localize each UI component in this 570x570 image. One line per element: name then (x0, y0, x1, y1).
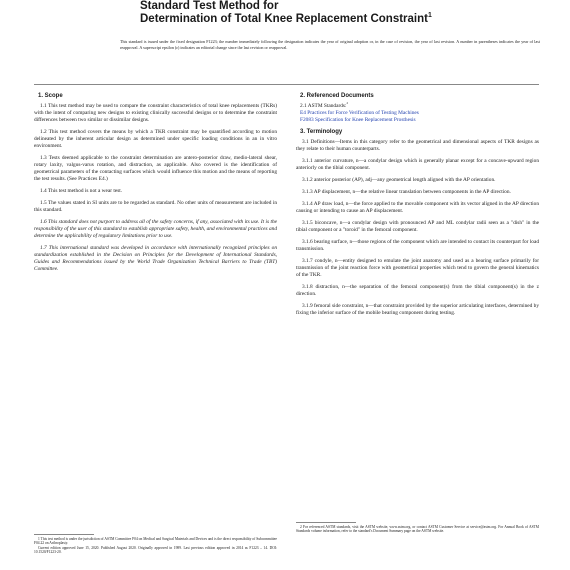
header-divider (34, 84, 539, 85)
scope-wto-paragraph: 1.7 This international standard was developed in accordance with internationally recognized principles on standardization established in the Decision on Principles for the Development of International Standards, Guides and Recommendations issued by the World Trade Organization Technical Barriers to Trade (TBT) Committee. (34, 245, 277, 272)
terminology-definition: 3.1.7 condyle, n—entity designed to emulate the joint anatomy and used as a bearing surface primarily for transmission of the joint reaction force with geometrical properties which tend to govern the general kinematics of the TKR. (296, 258, 539, 278)
terminology-definition: 3.1.9 femoral side constraint, n—that constraint provided by the superior articulating interfaces, determined by fixing the inferior surface of the mobile bearing component during testing. (296, 303, 539, 316)
footnote-divider (34, 534, 94, 535)
terminology-definition: 3.1.5 biconcave, n—a condylar design with pronounced AP and ML condylar radii seen as a "dish" in the tibial component or a "toroid" in the femoral component. (296, 220, 539, 233)
scope-paragraph: 1.1 This test method may be used to compare the constraint characteristics of total knee replacements (TKRs) with the intent of comparing new designs to existing clinically successful designs or to determine the constraint differences between two similar or dissimilar designs. (34, 103, 277, 123)
terminology-paragraph: 3.1 Definitions—Items in this category refer to the geometrical and dimensional aspects of TKR designs as they relate to their human counterparts. (296, 139, 539, 152)
terminology-definition: 3.1.2 anterior posterior (AP), adj—any geometrical length aligned with the AP orientation. (302, 177, 496, 183)
footnote-mark: 2 (346, 101, 349, 106)
footnote: Current edition approved June 15, 2020. Published August 2020. Originally approved in 1989. Last previous edition approved in 2014 as F1223 – 14. DOI: 10.1520/F1223-20. (34, 545, 277, 555)
title-line (140, 13, 540, 26)
title-line: Standard Test Method for (140, 0, 279, 12)
designation-preamble: This standard is issued under the fixed designation F1223; the number immediately following the designation indicates the year of original adoption or, in the case of revision, the year of last revision. A number in parentheses indicates the year of last reapproval. A superscript epsilon (ε) indicates an editorial change since the last revision or reapproval. (120, 39, 540, 50)
right-footnotes (296, 516, 539, 534)
section-heading-scope: 1. Scope (38, 93, 63, 99)
scope-paragraph: 1.5 The values stated in SI units are to be regarded as standard. No other units of measurement are included in this standard. (34, 200, 277, 213)
scope-paragraph: 1.2 This test method covers the means by which a TKR constraint may be quantified according to motion delineated by the inherent articular design as determined under specific loading conditions in an in vitro environment. (34, 129, 277, 149)
document-title (140, 0, 540, 26)
terminology-definition: 3.1.8 distraction, n—the separation of the femoral component(s) from the tibial component(s) in the z direction. (296, 284, 539, 297)
right-column (296, 93, 539, 322)
title-footnote-mark: 1 (427, 12, 432, 20)
left-footnotes (34, 528, 277, 555)
terminology-definition: 3.1.3 AP displacement, n—the relative linear translation between components in the AP direction. (302, 189, 511, 195)
section-heading-terminology: 3. Terminology (300, 129, 343, 135)
left-column (34, 93, 277, 278)
footnote: 2 For referenced ASTM standards, visit the ASTM website, www.astm.org, or contact ASTM Customer Service at service@astm.org. For Annual Book of ASTM Standards volume information, refer to the standard's Document Summary page on the ASTM website. (296, 525, 539, 534)
section-heading-referenced-documents: 2. Referenced Documents (300, 93, 374, 99)
terminology-definition: 3.1.6 bearing surface, n—those regions of the component which are intended to contact its counterpart for load transmission. (296, 239, 539, 252)
terminology-definition: 3.1.4 AP draw load, n—the force applied to the movable component with its vector aligned in the AP direction causing or intending to cause an AP displacement. (296, 201, 539, 214)
reference-link-e4[interactable]: E4 Practices for Force Verification of Testing Machines (300, 110, 419, 116)
title-line-text: Determination of Total Knee Replacement Constraint (140, 13, 428, 25)
astm-standards-subheading (300, 103, 539, 110)
scope-paragraph: 1.4 This test method is not a wear test. (40, 188, 123, 194)
scope-safety-paragraph: 1.6 This standard does not purport to address all of the safety concerns, if any, associated with its use. It is the responsibility of the user of this standard to establish appropriate safety, health, and environmental practices and determine the applicability of regulatory limitations prior to use. (34, 219, 277, 239)
footnote-divider (296, 522, 356, 523)
reference-link-f2083[interactable]: F2083 Specification for Knee Replacement Prosthesis (300, 117, 416, 123)
astm-standards-label: 2.1 ASTM Standards: (300, 103, 347, 109)
footnote: 1 This test method is under the jurisdiction of ASTM Committee F04 on Medical and Surgical Materials and Devices and is the direct responsibility of Subcommittee F04.22 on Arthroplasty. (34, 537, 277, 546)
terminology-definition: 3.1.1 anterior curvature, n—a condylar design which is generally planar except for a concave-upward region anteriorly on the tibial component. (296, 158, 539, 171)
scope-paragraph: 1.3 Tests deemed applicable to the constraint determination are antero-posterior draw, medio-lateral shear, rotary laxity, valgus-varus rotation, and distraction, as applicable. Also covered is the identification of geometrical parameters of the contacting surfaces which would influence this motion and the means of reporting the test results. (See Practices E4.) (34, 155, 277, 182)
